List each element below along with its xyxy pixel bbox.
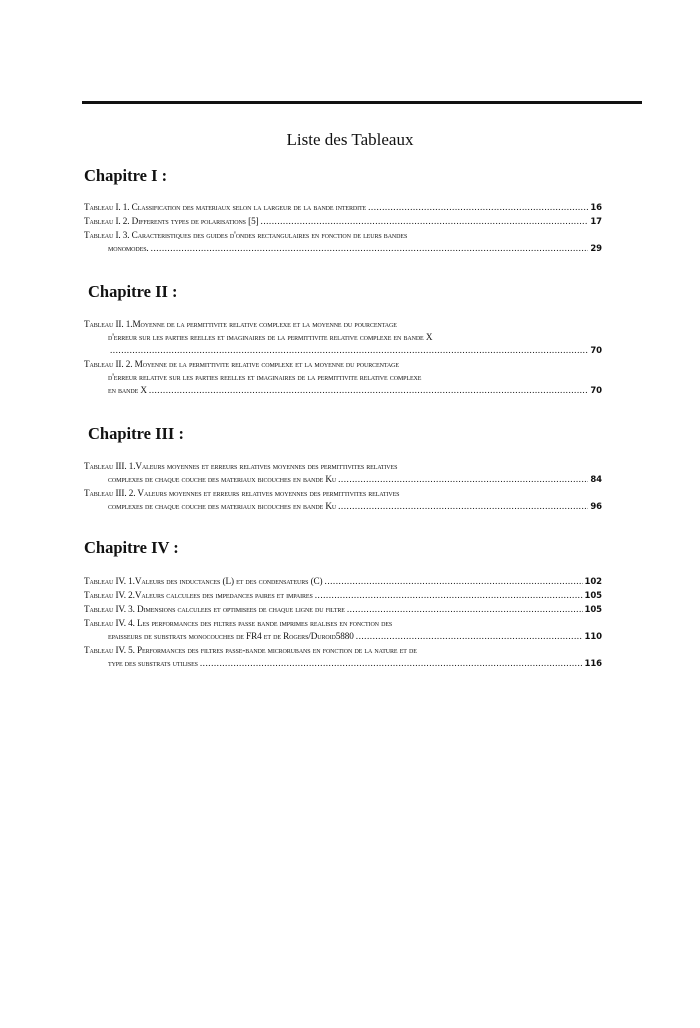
chapter-heading-2: Chapitre II : — [88, 282, 178, 301]
toc-entry[interactable] — [84, 589, 602, 603]
entry-text: Tableau III. 2. Valeurs moyennes et erreurs relatives moyennes des permittivites relatives — [84, 488, 400, 498]
toc-entry[interactable] — [84, 603, 602, 617]
page-number: 110 — [584, 632, 602, 642]
page-number: 116 — [584, 659, 602, 669]
leader-dots — [149, 384, 588, 397]
entry-text: Tableau IV. 1.Valeurs des inductances (L) et des condensateurs (C) — [84, 576, 323, 586]
entry-text: complexes de chaque couche des materiaux bicouches en bande Ku — [108, 501, 337, 511]
entry-text: Tableau III. 1.Valeurs moyennes et erreurs relatives moyennes des permittivites relatives — [84, 461, 398, 471]
leader-dots — [151, 242, 589, 255]
chapter-heading-1: Chapitre I : — [84, 166, 168, 185]
chapter-3-entries — [84, 460, 602, 514]
leader-dots — [261, 215, 589, 228]
chapter-heading-4: Chapitre IV : — [84, 538, 179, 557]
entry-text: Tableau I. 3. Caracteristiques des guides d'ondes rectangulaires en fonction de leurs bandes — [84, 230, 408, 240]
entry-text: Tableau I. 2. Differents types de polarisations [5] — [84, 216, 259, 226]
entry-text: monomodes. — [108, 243, 149, 253]
leader-dots — [338, 473, 588, 486]
leader-dots — [356, 630, 583, 643]
entry-text: d'erreur relative sur les parties reelles et imaginaires de la permittivite relative complexe — [108, 372, 422, 382]
leader-dots — [200, 657, 583, 670]
page-title: Liste des Tableaux — [286, 130, 414, 149]
entry-text: Tableau IV. 5. Performances des filtres passe-bande microrubans en fonction de la nature et de — [84, 645, 417, 655]
chapter-heading-3: Chapitre III : — [88, 424, 184, 443]
toc-entry[interactable] — [84, 617, 602, 644]
chapter-2-entries — [84, 318, 602, 398]
toc-entry[interactable] — [84, 644, 602, 671]
toc-entry[interactable] — [84, 318, 602, 358]
leader-dots — [347, 603, 583, 616]
entry-text: en bande X — [108, 385, 147, 395]
leader-dots — [325, 575, 583, 588]
leader-dots — [315, 589, 583, 602]
page-number: 105 — [584, 591, 602, 601]
toc-entry[interactable] — [84, 460, 602, 487]
page-number: 102 — [584, 577, 602, 587]
entry-text: Tableau I. 1. Classification des materiaux selon la largeur de la bande interdite — [84, 202, 367, 212]
leader-dots — [110, 344, 588, 357]
entry-text: Tableau II. 1.Moyenne de la permittivite relative complexe et la moyenne du pourcentage — [84, 319, 397, 329]
header-rule — [82, 101, 642, 104]
entry-text: Tableau IV. 2.Valeurs calculees des impedances paires et impaires — [84, 590, 313, 600]
toc-entry[interactable] — [84, 201, 602, 215]
entry-text: d'erreur sur les parties reelles et imaginaires de la permittivite relative complexe en bande X — [108, 332, 433, 342]
page-number: 70 — [590, 346, 602, 356]
toc-entry[interactable] — [84, 358, 602, 398]
entry-text: Tableau II. 2. Moyenne de la permittivite relative complexe et la moyenne du pourcentage — [84, 359, 399, 369]
toc-entry[interactable] — [84, 215, 602, 229]
entry-text: Tableau IV. 3. Dimensions calculees et optimisees de chaque ligne du filtre — [84, 604, 345, 614]
chapter-4-entries — [84, 575, 602, 671]
toc-entry[interactable] — [84, 487, 602, 514]
page-number: 96 — [590, 502, 602, 512]
page-number: 17 — [590, 217, 602, 227]
page-number: 84 — [590, 475, 602, 485]
leader-dots — [338, 500, 588, 513]
entry-text: Tableau IV. 4. Les performances des filtres passe bande imprimes realises en fonction des — [84, 618, 393, 628]
page-number: 16 — [590, 203, 602, 213]
page-number: 29 — [590, 244, 602, 254]
toc-entry[interactable] — [84, 575, 602, 589]
page-number: 70 — [590, 386, 602, 396]
page-number: 105 — [584, 605, 602, 615]
toc-entry[interactable] — [84, 229, 602, 256]
leader-dots — [368, 201, 588, 214]
entry-text: type des substrats utilises — [108, 658, 198, 668]
entry-text: epaisseurs de substrats monocouches de FR4 et de Rogers/Duroid5880 — [108, 631, 354, 641]
chapter-1-entries — [84, 201, 602, 256]
entry-text: complexes de chaque couche des materiaux bicouches en bande Ku — [108, 474, 337, 484]
